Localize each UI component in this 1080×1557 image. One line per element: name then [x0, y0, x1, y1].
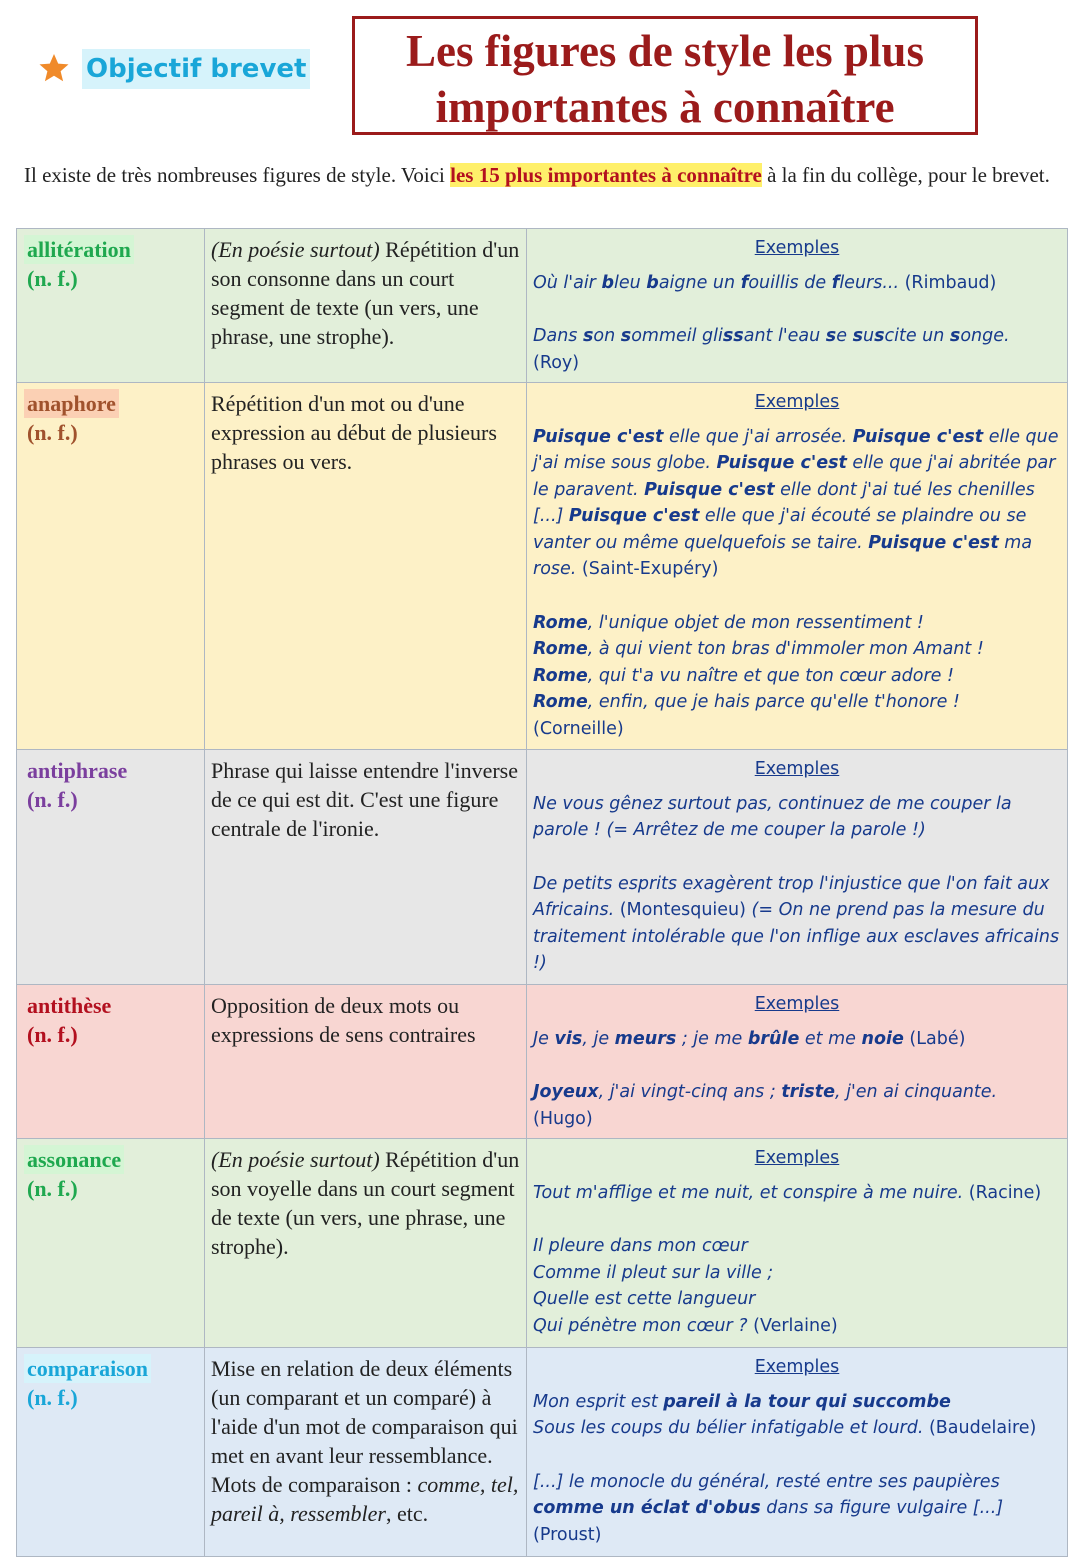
examples-cell [527, 1348, 1068, 1557]
example-1: Tout m'afflige et me nuit, et conspire à me nuire. (Racine) [533, 1182, 1042, 1203]
objective-badge: Objectif brevet [82, 49, 310, 89]
table-row-antiphrase [17, 750, 1068, 985]
term-gender: (n. f.) [27, 1176, 78, 1201]
example-2: Il pleure dans mon cœur Comme il pleut sur la ville ; Quelle est cette langueur Qui pénètre mon cœur ? (Verlaine) [533, 1236, 838, 1336]
title-line-1: Les figures de style les plus [406, 26, 924, 76]
definition-text: Répétition d'un son voyelle dans un court segment de texte (un vers, une phrase, une strophe). [211, 1147, 520, 1259]
examples-cell [527, 985, 1068, 1139]
term-label: anaphore [24, 389, 119, 418]
term-cell [17, 229, 205, 383]
term-label: antiphrase [27, 758, 128, 783]
examples-cell [527, 229, 1068, 383]
example-2: Joyeux, j'ai vingt-cinq ans ; triste, j'en ai cinquante. (Hugo) [533, 1082, 998, 1129]
header [0, 0, 1080, 160]
examples-heading: Exemples [754, 994, 840, 1014]
term-gender: (n. f.) [27, 266, 78, 291]
term-label: assonance [24, 1145, 124, 1174]
intro-paragraph [24, 160, 1054, 190]
definition-cell [205, 1139, 527, 1348]
term-label: allitération [24, 235, 134, 264]
definition-cell: Opposition de deux mots ou expressions de sens contraires [205, 985, 527, 1139]
example-2: Dans son sommeil glissant l'eau se suscite un songe. (Roy) [533, 326, 1010, 373]
table-row-anaphore [17, 383, 1068, 750]
table-row-comparaison [17, 1348, 1068, 1557]
definition-cell: Répétition d'un mot ou d'une expression au début de plusieurs phrases ou vers. [205, 383, 527, 750]
examples-heading: Exemples [754, 759, 840, 779]
examples-heading: Exemples [754, 1148, 840, 1168]
definition-cell [205, 1348, 527, 1557]
definition-cell [205, 229, 527, 383]
intro-text-after: à la fin du collège, pour le brevet. [761, 163, 1050, 187]
example-1: Je vis, je meurs ; je me brûle et me noie (Labé) [533, 1028, 966, 1049]
page-title [352, 16, 978, 135]
example-2: Rome, l'unique objet de mon ressentiment ! Rome, à qui vient ton bras d'immoler mon Amant ! Rome, qui t'a vu naître et que ton cœur adore ! Rome, enfin, que je hais parce qu'elle t'honore ! (Corneille) [533, 612, 984, 739]
figures-table [16, 228, 1068, 1557]
table-row-antithese [17, 985, 1068, 1139]
star-icon [38, 52, 70, 84]
term-gender: (n. f.) [27, 1385, 78, 1410]
examples-heading: Exemples [754, 1357, 840, 1377]
title-line-2: importantes à connaître [435, 82, 895, 132]
term-cell [17, 1348, 205, 1557]
example-2: De petits esprits exagèrent trop l'injustice que l'on fait aux Africains. (Montesquieu) (= On ne prend pas la mesure du traitement intolérable que l'on inflige aux esclaves africains !) [533, 873, 1060, 973]
examples-heading: Exemples [754, 392, 840, 412]
example-1: Où l'air bleu baigne un fouillis de fleurs... (Rimbaud) [533, 272, 997, 293]
term-cell [17, 985, 205, 1139]
table-row-alliteration [17, 229, 1068, 383]
definition-text: Répétition d'un son consonne dans un court segment de texte (un vers, une phrase, une strophe). [211, 237, 520, 349]
intro-highlight: les 15 plus importantes à connaître [450, 163, 762, 187]
term-cell [17, 750, 205, 985]
example-1: Puisque c'est elle que j'ai arrosée. Puisque c'est elle que j'ai mise sous globe. Puisque c'est elle que j'ai abritée par le paravent. Puisque c'est elle dont j'ai tué les chenilles [...] Puisque c'est elle que j'ai écouté se plaindre ou se vanter ou même quelquefois se taire. Puisque c'est ma rose. (Saint-Exupéry) [533, 426, 1059, 579]
def-italic: (En poésie surtout) [211, 237, 380, 262]
term-label: antithèse [27, 993, 112, 1018]
example-2: [...] le monocle du général, resté entre ses paupières comme un éclat d'obus dans sa figure vulgaire [...] (Proust) [533, 1471, 1004, 1545]
term-gender: (n. f.) [27, 1022, 78, 1047]
term-gender: (n. f.) [27, 787, 78, 812]
example-1: Mon esprit est pareil à la tour qui succombe Sous les coups du bélier infatigable et lourd. (Baudelaire) [533, 1391, 1037, 1438]
definition-cell: Phrase qui laisse entendre l'inverse de ce qui est dit. C'est une figure centrale de l'ironie. [205, 750, 527, 985]
examples-cell [527, 1139, 1068, 1348]
examples-cell [527, 750, 1068, 985]
term-cell [17, 383, 205, 750]
intro-text-before: Il existe de très nombreuses figures de style. Voici [24, 163, 451, 187]
term-label: comparaison [24, 1354, 151, 1383]
def-words: comme, tel, pareil à, ressembler [211, 1472, 519, 1526]
def-italic: (En poésie surtout) [211, 1147, 380, 1172]
examples-heading: Exemples [754, 238, 840, 258]
examples-cell [527, 383, 1068, 750]
term-cell [17, 1139, 205, 1348]
definition-text: Mise en relation de deux éléments (un comparant et un comparé) à l'aide d'un mot de comparaison qui met en avant leur ressemblance. [211, 1356, 518, 1468]
example-1: Ne vous gênez surtout pas, continuez de me couper la parole ! (= Arrêtez de me couper la parole !) [533, 793, 1012, 840]
def-words-label: Mots de comparaison : [211, 1472, 418, 1497]
def-words-end: , etc. [385, 1501, 429, 1526]
table-row-assonance [17, 1139, 1068, 1348]
term-gender: (n. f.) [27, 420, 78, 445]
